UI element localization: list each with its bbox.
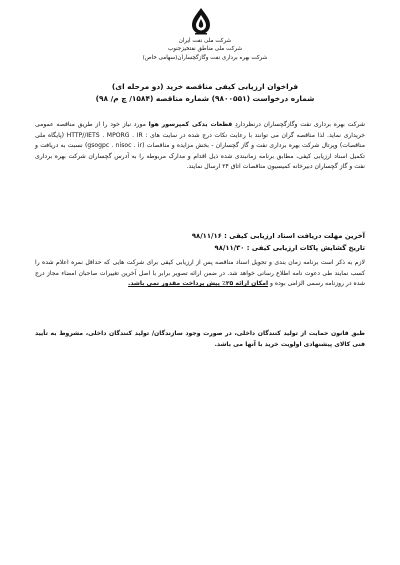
intro-text-rest: مورد نیاز خود را از طریق مناقصه عمومی خریداری نماید. لذا مناقصه گران می توانند با رعایت نکات درج شده در سایت های : HTTP//IETS . MPORG . IR (پایگاه ملی مناقصات) وپرتال شرکت بهره برداری نفت و گاز گچساران - بخش مزایده و مناقصات (gsogpc . nisoc . ir) نسبت به دریافت و تکمیل اسناد ارزیابی کیفی، مطابق برنامه زمانبندی شده ذیل اقدام و مدارک مربوطه را به آدرس گچساران شرکت بهره برداری نفت و گاز گچساران دبیرخانه کمیسیون مناقصات اتاق ۲۴ ارسال نمایند. [35,121,365,171]
notice-request-number: شماره درخواست (۹۸۰۰۵۵۱) شماره مناقصه (۱۵۸۴/ چ م/ ۹۸) [95,94,315,103]
notice-paragraph-intro [35,120,365,173]
deadline-opening-envelopes: تاریخ گشایش پاکات ارزیابی کیفی : ۹۸/۱۱/۳۰ [214,244,365,252]
deadline-receive-documents: آخرین مهلت دریافت اسناد ارزیابی کیفی : ۹۸/۱۱/۱۶ [191,232,365,240]
conditions-text: لازم به ذکر است برنامه زمان بندی و تحویل اسناد مناقصه پس از ارزیابی کیفی برای شرکت هایی که حداقل نمره اعلام شده را کسب نمایند طی دعوت نامه اطلاع رسانی خواهد شد. در ضمن ارائه تصویر برابر با اصل آخرین تغییرات صاحبان امضاء مجاز درج شده در روزنامه رسمی الزامی بوده و [35,259,365,288]
oil-flame-drop-logo-icon [186,6,216,36]
org-name-line-1: شرکت ملی نفت ایران [178,38,232,44]
notice-title: فراخوان ارزیابی کیفی مناقصه خرید (دو مرحله ای) [111,82,299,91]
org-name-line-2: شرکت ملی مناطق نفتخیزجنوب [167,46,243,52]
org-name-line-3: شرکت بهره برداری نفت وگازگچساران(سهامی خاص) [142,55,268,61]
notice-paragraph-conditions [35,258,365,290]
notice-paragraph-domestic-law: طبق قانون حمایت از تولید کنندگان داخلی، در صورت وجود سازندگان/ تولید کنندگان داخلی، مشروط به تأیید فنی کالای پیشنهادی اولویت خرید با آنها می باشد. [35,330,365,348]
intro-item-bold: قطعات یدکی کمپرسور هوا [148,121,233,128]
intro-text-start: شرکت بهره برداری نفت وگازگچساران درنظرداردِ [232,121,365,128]
prepayment-note-bold: امکان ارائه ۲۵٪ پیش پرداخت مقدور نمی باشد. [128,280,269,288]
